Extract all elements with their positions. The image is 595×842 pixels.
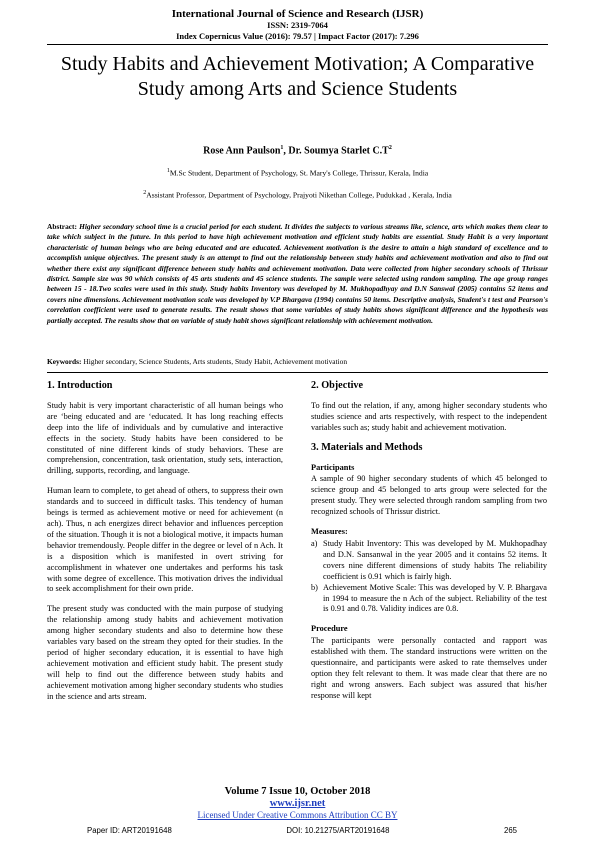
measures-heading: Measures: [311, 527, 348, 537]
affiliation-1 [0, 168, 595, 178]
authors [0, 145, 595, 156]
intro-paragraph-3: The present study was conducted with the main purpose of studying the relationship among study habits and achievement motivation among higher secondary students and also to determine how these variables vary based on the stream they opted for their studies. In the period of higher secondary education, it is essential to have high achievement motivation and efficient study habit. The present study will help to find out the difference between study habits and achievement motivation among higher secondary students who studies in the science and arts stream. [47, 604, 283, 701]
abstract-rule [47, 372, 548, 373]
abstract-label: Abstract: [47, 222, 77, 231]
objective-heading: 2. Objective [311, 380, 364, 391]
introduction-heading: 1. Introduction [47, 380, 113, 391]
measure-item-a [311, 539, 547, 583]
left-column [47, 381, 283, 711]
author-2: Dr. Soumya Starlet C.T [288, 145, 389, 157]
paper-id: Paper ID: ART20191648 [87, 826, 172, 835]
affiliation-2-sup: 2 [143, 190, 147, 196]
keywords-label: Keywords: [47, 357, 82, 366]
footer-url-link[interactable]: www.ijsr.net [269, 798, 326, 809]
footer-volume: Volume 7 Issue 10, October 2018 [224, 786, 371, 797]
participants-text: A sample of 90 higher secondary students of which 45 belonged to science group and 45 belonged to arts group were selected for the present study. They were selected through random sampling from two recognized schools of Thrissur district. [311, 474, 547, 517]
right-column [311, 381, 547, 711]
affiliation-2 [0, 190, 595, 200]
measure-b-text: Achievement Motive Scale: This was developed by V. P. Bhargava in 1994 to measure the n Ach of the subject. Reliability of the test is 0.91 and 0.78. Validity indices are 0.8. [323, 582, 547, 614]
measure-b-label: b) [311, 582, 318, 592]
measure-a-text: Study Habit Inventory: This was developed by M. Mukhopadhay and D.N. Sansanwal in the year 2005 and it contains 52 items. It covers nine different dimensions of study habits The reliability coefficient is 0.91 which is fairly high. [323, 538, 547, 581]
keywords-text: Higher secondary, Science Students, Arts students, Study Habit, Achievement motivation [83, 357, 348, 366]
affiliation-1-text: M.Sc Student, Department of Psychology, St. Mary's College, Thrissur, Kerala, India [169, 168, 429, 178]
index-info: Index Copernicus Value (2016): 79.57 | Impact Factor (2017): 7.296 [176, 31, 419, 41]
measure-a-label: a) [311, 538, 318, 548]
author-sep: , [283, 145, 289, 157]
doi: DOI: 10.21275/ART20191648 [286, 826, 390, 835]
measure-item-b [311, 583, 547, 616]
author-2-sup: 2 [388, 145, 392, 151]
keywords [47, 357, 548, 366]
footer-bar [87, 826, 517, 835]
paper-title: Study Habits and Achievement Motivation; A Comparative Study among Arts and Science Students [60, 53, 535, 100]
affiliation-1-sup: 1 [166, 168, 170, 174]
issn: ISSN: 2319-7064 [267, 20, 328, 30]
procedure-heading: Procedure [311, 624, 348, 634]
author-1-sup: 1 [280, 145, 284, 151]
footer-license-link[interactable]: Licensed Under Creative Commons Attribution CC BY [197, 810, 398, 820]
methods-heading: 3. Materials and Methods [311, 441, 423, 453]
abstract-text: Higher secondary school time is a crucial period for each student. It divides the subjects to various streams like, science, arts which makes them clear to take which subject in the future. In this period to have high achievement motivation and efficient study habits are essential. Study Habit is a very important characteristic of human beings who are being educated and are educated. Achievement motivation is the desire to attain a high standard of excellence and to accomplish unique objectives. The present study is an attempt to find out the relationship between study habits and achievement motivation and also to find out whether there exist any significant difference between study habits and achievement motivation. Data were collected from higher secondary schools of Thrissur district. Sample size was 90 which consists of 45 arts students and 45 science students. The sample were selected using random sampling. The age group ranges between 15 - 18.Two scales were used in this study. Study habits Inventory was developed by M. Mukhopadhyay and D.N Sanswal (2005) contains 52 items and covers nine dimensions. Achievement motivation scale was developed by V.P Bhargava (1994) contains 50 items. Descriptive analysis, Student's t test and Pearson's correlation coefficient were used to generate results. The result shows that some variables of study habits shows significant difference and the hypothesis was partially accepted. The results show that on variable of study habit shows significant relationship with achievement motivation. [47, 222, 548, 325]
journal-name: International Journal of Science and Research (IJSR) [171, 8, 424, 20]
participants-heading: Participants [311, 462, 355, 472]
header-rule [47, 44, 548, 45]
intro-paragraph-2: Human learn to complete, to get ahead of others, to suppress their own standards and to succeed in difficult tasks. This tendency of human beings is termed as achievement motive or need for achievement (n ach). Thus, n ach energizes direct behavior and influences perception of the situation. Though it is not a biological motive, it impacts human behavior tremendously. People differ in the degree or level of n Ach. It is a disposition which is manifested in overt striving for accomplishment in whatever one undertakes and performs his task with some degree of excellence. This motivation drives the individual to seek accomplishment for their own pride. [47, 486, 283, 594]
author-1: Rose Ann Paulson [203, 145, 281, 157]
objective-text: To find out the relation, if any, among higher secondary students who studies science and arts respectively, with respect to the independent variables such as; study habit and achievement motivation. [311, 400, 547, 432]
procedure-text: The participants were personally contacted and rapport was established with them. The standard instructions were written on the questionnaire, and participants were asked to rate themselves under option they felt relevant to them. It was made clear that there are no right and wrong answers. Each subject was assured that his/her response will kept [311, 636, 547, 700]
page-number: 265 [503, 826, 517, 835]
abstract [47, 222, 548, 326]
intro-paragraph-1: Study habit is very important characteristic of all human beings who are ‘being educated and are ‘educated. It has long reaching effects deep into the life of individuals and by cumulative and interactive effects in the society. Study habits have been considered to be constituted of nine different kinds of study behaviors. These are comprehension, concentration, task orientation, study sets, interaction, drilling, supports, recording, and language. [47, 400, 283, 476]
affiliation-2-text: Assistant Professor, Department of Psychology, Prajyoti Nikethan College, Pudukkad , Kerala, India [146, 190, 452, 200]
